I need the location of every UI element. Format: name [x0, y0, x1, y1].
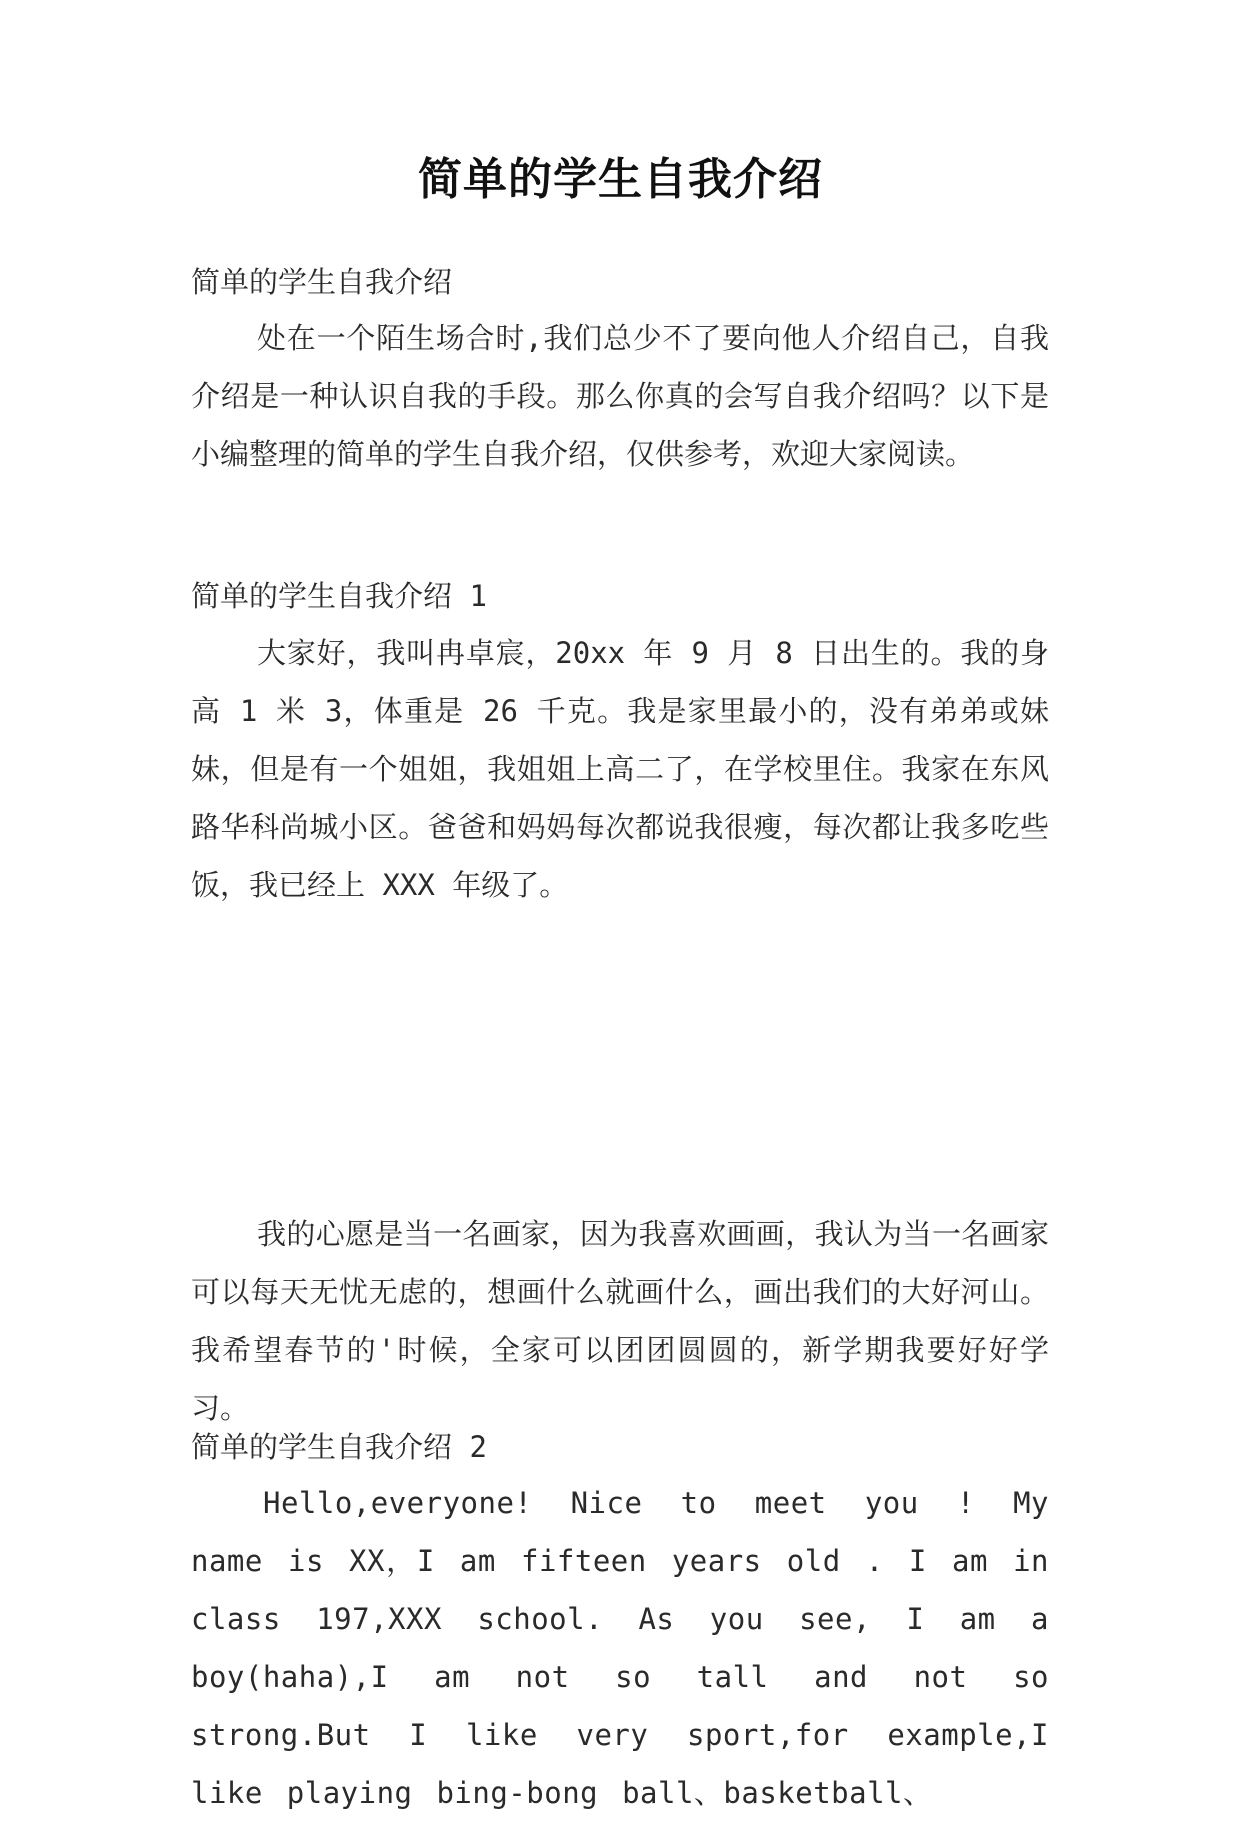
section-1-paragraph-2: 我的心愿是当一名画家，因为我喜欢画画，我认为当一名画家可以每天无忧无虑的，想画什么就画什么，画出我们的大好河山。我希望春节的'时候，全家可以团团圆圆的，新学期我要好好学习。 — [191, 1217, 1049, 1425]
section-1-paragraph-1: 大家好，我叫冉卓宸，20xx 年 9 月 8 日出生的。我的身高 1 米 3，体重是 26 千克。我是家里最小的，没有弟弟或妹妹，但是有一个姐姐，我姐姐上高二了，在学校里住。我家在东风路华科尚城小区。爸爸和妈妈每次都说我很瘦，每次都让我多吃些饭，我已经上 XXX 年级了。 — [191, 636, 1049, 902]
section-2-paragraph: Hello,everyone! Nice to meet you ! My name is XX，I am fifteen years old . I am in class 197,XXX school. As you see, I am a boy(haha),I am not so tall and not so strong.But I like very sport,for example,I like playing bing-bong ball、basketball、 — [191, 1486, 1049, 1810]
intro-paragraph: 处在一个陌生场合时,我们总少不了要向他人介绍自己，自我介绍是一种认识自我的手段。那么你真的会写自我介绍吗？以下是小编整理的简单的学生自我介绍，仅供参考，欢迎大家阅读。 — [191, 321, 1049, 471]
section-1-heading: 简单的学生自我介绍 1 — [191, 579, 487, 613]
section-2-heading: 简单的学生自我介绍 2 — [191, 1430, 487, 1464]
document-title: 简单的学生自我介绍 — [418, 154, 823, 205]
intro-heading: 简单的学生自我介绍 — [191, 265, 453, 299]
